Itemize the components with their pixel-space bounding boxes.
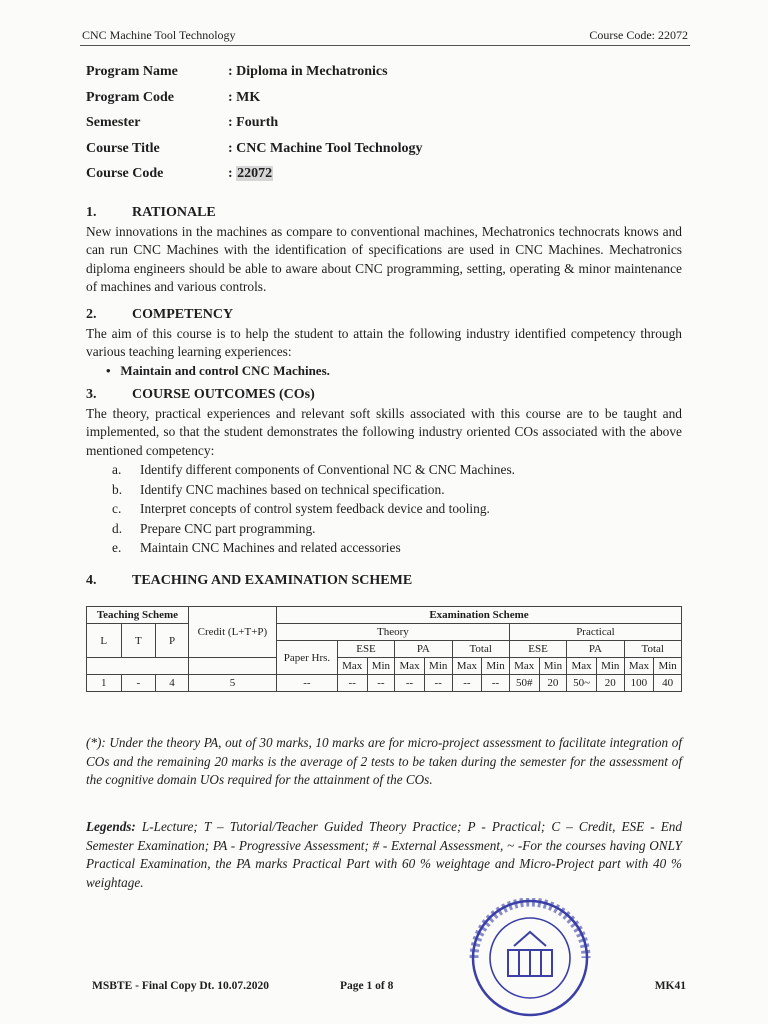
competency-text: Maintain and control CNC Machines. [120, 362, 330, 378]
course-code-highlight: 22072 [237, 166, 273, 181]
theory-ese-header: ESE [337, 641, 394, 658]
section-title: COMPETENCY [132, 307, 234, 322]
meta-value: : Diploma in Mechatronics [228, 64, 388, 79]
meta-label: Program Code [86, 89, 174, 105]
practical-ese-header: ESE [509, 641, 566, 658]
table-cell: -- [452, 675, 482, 692]
header-title: CNC Machine Tool Technology [82, 28, 236, 42]
section-body: New innovations in the machines as compare to conventional machines, Mechatronics technocrats knows and can run CNC Machines with the identification of specifications are used in CNC Machines. Mechatronics diploma engineers should be able to aware about CNC programming, setting, operating & minor maintenance of machines and various controls. [86, 223, 682, 294]
exam-scheme-header: Examination Scheme [277, 607, 682, 624]
table-cell: 20 [539, 675, 567, 692]
list-item [86, 499, 682, 519]
meta-row [86, 141, 422, 167]
theory-header: Theory [277, 624, 510, 641]
section-heading [86, 204, 682, 223]
max-header: Max [452, 658, 482, 675]
section-outcomes [86, 386, 682, 558]
meta-row [86, 115, 422, 141]
meta-row [86, 166, 422, 192]
section-heading [86, 386, 682, 405]
max-header: Max [624, 658, 654, 675]
min-header: Min [654, 658, 682, 675]
max-header: Max [509, 658, 539, 675]
legends-text: L-Lecture; T – Tutorial/Teacher Guided Theory Practice; P - Practical; C – Credit, ESE - End Semester Examination; PA - Progressive Assessment; # - External Assessment, ~ -For the courses having ONLY Practical Examination, the PA marks Practical Part with 60 % weightage and Micro-Project part with 40 % weightage. [86, 819, 682, 890]
min-header: Min [596, 658, 624, 675]
star-note: (*): Under the theory PA, out of 30 marks, 10 marks are for micro-project assessment to facilitate integration of COs and the remaining 20 marks is the average of 2 tests to be taken during the semester for the assessment of the cognitive domain UOs required for the attainment of the COs. [86, 735, 682, 787]
list-marker: d. [112, 520, 123, 536]
meta-row [86, 90, 422, 116]
empty-cell [87, 658, 189, 675]
list-marker: b. [112, 481, 123, 497]
table-cell: 4 [156, 675, 189, 692]
theory-pa-header: PA [395, 641, 452, 658]
table-cell: -- [424, 675, 452, 692]
max-header: Max [337, 658, 367, 675]
min-header: Min [424, 658, 452, 675]
footer-page: Page 1 of 8 [340, 980, 394, 992]
section-number: 4. [86, 573, 97, 588]
table-cell: -- [395, 675, 425, 692]
paper-hrs-header: Paper Hrs. [277, 641, 338, 675]
list-text: Maintain CNC Machines and related accessories [140, 540, 401, 555]
section-number: 2. [86, 307, 97, 322]
meta-value: : MK [228, 89, 261, 105]
meta-value: : CNC Machine Tool Technology [228, 140, 423, 156]
meta-prefix: : [228, 166, 237, 181]
table-cell: 40 [654, 675, 682, 692]
header-divider [80, 45, 690, 46]
practical-header: Practical [509, 624, 681, 641]
empty-cell [188, 658, 276, 675]
table-cell: 20 [596, 675, 624, 692]
list-item [86, 460, 682, 480]
min-header: Min [367, 658, 395, 675]
col-p: P [156, 624, 189, 658]
section-title: COURSE OUTCOMES (COs) [132, 387, 315, 402]
table-cell: 5 [188, 675, 276, 692]
meta-label: Semester [86, 115, 141, 130]
table-cell: 50# [509, 675, 539, 692]
practical-pa-header: PA [567, 641, 624, 658]
list-item [86, 480, 682, 500]
table-row [87, 624, 682, 641]
list-item [86, 519, 682, 539]
scheme-table [86, 606, 682, 692]
section-title: TEACHING AND EXAMINATION SCHEME [132, 573, 413, 588]
section-heading [86, 572, 682, 591]
table-cell: 1 [87, 675, 122, 692]
table-cell: -- [337, 675, 367, 692]
competency-item [86, 362, 682, 381]
list-marker: a. [112, 462, 122, 477]
max-header: Max [395, 658, 425, 675]
list-marker: c. [112, 501, 122, 516]
credit-header: Credit (L+T+P) [188, 607, 276, 658]
section-scheme [86, 572, 682, 591]
section-heading [86, 306, 682, 325]
max-header: Max [567, 658, 597, 675]
legends-note [86, 818, 682, 892]
table-cell: -- [367, 675, 395, 692]
col-t: T [121, 624, 156, 658]
meta-label: Course Title [86, 140, 160, 156]
footer-left: MSBTE - Final Copy Dt. 10.07.2020 [92, 980, 269, 992]
meta-value [228, 166, 273, 192]
section-competency [86, 306, 682, 380]
msbte-seal-stamp [468, 898, 592, 1023]
table-row [87, 658, 682, 675]
list-item [86, 538, 682, 558]
meta-value: : Fourth [228, 115, 279, 130]
footer-right: MK41 [654, 980, 686, 992]
program-info [86, 64, 422, 192]
list-text: Interpret concepts of control system feedback device and tooling. [140, 501, 490, 516]
list-marker: e. [112, 540, 122, 555]
bullet-icon: • [106, 362, 111, 378]
meta-label: Course Code [86, 166, 164, 181]
legends-label: Legends: [86, 819, 136, 834]
section-body: The theory, practical experiences and relevant soft skills associated with this course are to be taught and implemented, so that the student demonstrates the following industry oriented COs associated with the above mentioned competency: [86, 405, 682, 458]
page-header [82, 28, 688, 43]
section-body: The aim of this course is to help the student to attain the following industry identified competency through various teaching learning experiences: [86, 325, 682, 359]
col-l: L [87, 624, 122, 658]
meta-row [86, 64, 422, 90]
min-header: Min [539, 658, 567, 675]
page-footer [92, 980, 686, 992]
section-title: RATIONALE [132, 205, 216, 220]
table-cell: -- [277, 675, 338, 692]
list-text: Identify different components of Conventional NC & CNC Machines. [140, 462, 515, 477]
section-number: 1. [86, 205, 97, 220]
min-header: Min [482, 658, 510, 675]
table-row [87, 675, 682, 692]
meta-label: Program Name [86, 64, 178, 79]
section-rationale [86, 204, 682, 297]
table-cell: 100 [624, 675, 654, 692]
practical-total-header: Total [624, 641, 681, 658]
table-cell: - [121, 675, 156, 692]
header-course-code: Course Code: 22072 [589, 28, 688, 42]
section-number: 3. [86, 387, 97, 402]
list-text: Prepare CNC part programming. [140, 520, 316, 536]
list-text: Identify CNC machines based on technical specification. [140, 481, 445, 497]
teaching-scheme-header: Teaching Scheme [87, 607, 189, 624]
table-cell: -- [482, 675, 510, 692]
table-cell: 50~ [567, 675, 597, 692]
theory-total-header: Total [452, 641, 509, 658]
